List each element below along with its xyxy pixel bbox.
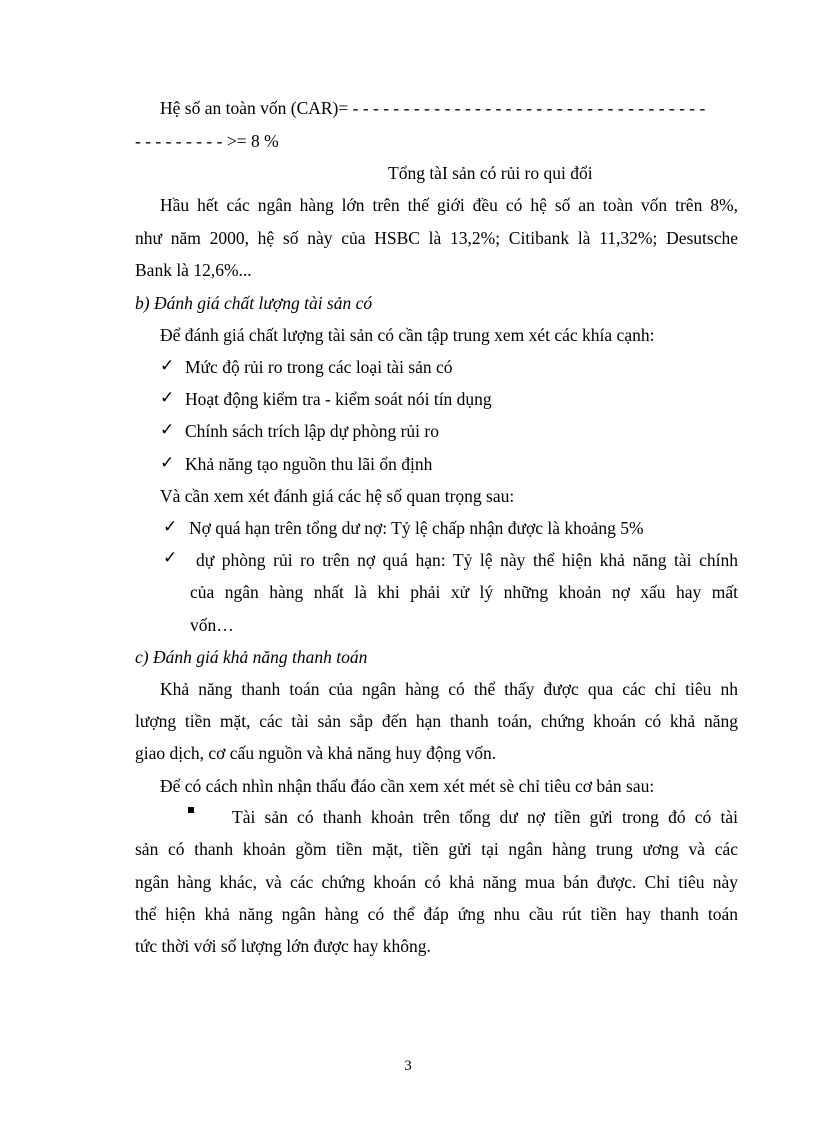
check-icon: ✓: [160, 420, 175, 439]
section-b-lead: Để đánh giá chất lượng tài sản có cần tập trung xem xét các khía cạnh:: [160, 325, 655, 345]
car-formula-line: Hệ số an toàn vốn (CAR)= - - - - - - - - - - - - - - - - - - - - - - - - - - - - - - - - - - -: [160, 98, 706, 118]
bullet-line-5: tức thời với số lượng lớn được hay không.: [135, 936, 431, 956]
ratio-item-2-line-1: dự phòng rủi ro trên nợ quá hạn: Tỷ lệ này thể hiện khả năng tài chính: [196, 550, 738, 570]
section-c-para-line-2: lượng tiền mặt, các tài sản sắp đến hạn thanh toán, chứng khoán có khả năng: [135, 711, 738, 731]
section-c-para-line-1: Khả năng thanh toán của ngân hàng có thể thấy được qua các chỉ tiêu nh: [160, 679, 738, 699]
section-b-heading: b) Đánh giá chất lượng tài sản có: [135, 293, 373, 313]
bullet-line-1: Tài sản có thanh khoản trên tổng dư nợ tiền gửi trong đó có tài: [232, 807, 738, 827]
section-c-para-line-3: giao dịch, cơ cấu nguồn và khả năng huy động vốn.: [135, 743, 497, 763]
ratio-item-2-line-2: của ngân hàng nhất là khi phải xử lý những khoản nợ xấu hay mất: [190, 582, 738, 602]
list-item: Mức độ rủi ro trong các loại tài sản có: [185, 357, 453, 377]
intro-line-1: Hầu hết các ngân hàng lớn trên thế giới đều có hệ số an toàn vốn trên 8%,: [160, 195, 738, 215]
bullet-line-4: thể hiện khả năng ngân hàng có thể đáp ứng nhu cầu rút tiền hay thanh toán: [135, 904, 738, 924]
intro-line-3: Bank là 12,6%...: [135, 260, 252, 280]
square-bullet-icon: [188, 807, 194, 813]
ratio-item-2-line-3: vốn…: [190, 615, 234, 635]
car-formula-threshold: - - - - - - - - - >= 8 %: [135, 131, 279, 151]
bullet-line-3: ngân hàng khác, và các chứng khoán có khả năng mua bán được. Chỉ tiêu này: [135, 872, 738, 892]
check-icon: ✓: [160, 388, 175, 407]
list-item: Khả năng tạo nguồn thu lãi ổn định: [185, 454, 433, 474]
car-formula-denominator: Tổng tàI sản có rủi ro qui đổi: [388, 163, 593, 183]
page-number: 3: [404, 1058, 412, 1074]
check-icon: ✓: [163, 517, 178, 536]
list-item: Chính sách trích lập dự phòng rủi ro: [185, 421, 439, 441]
section-c-heading: c) Đánh giá khả năng thanh toán: [135, 647, 368, 667]
intro-line-2: như năm 2000, hệ số này của HSBC là 13,2%; Citibank là 11,32%; Desutsche: [135, 228, 738, 248]
bullet-line-2: sản có thanh khoản gồm tiền mặt, tiền gửi tại ngân hàng trung ương và các: [135, 839, 738, 859]
section-c-lead: Để có cách nhìn nhận thấu đáo cần xem xét mét sè chỉ tiêu cơ bản sau:: [160, 776, 655, 796]
check-icon: ✓: [160, 356, 175, 375]
list-item: Hoạt động kiểm tra - kiểm soát nói tín dụng: [185, 389, 492, 409]
check-icon: ✓: [163, 548, 178, 567]
check-icon: ✓: [160, 453, 175, 472]
ratio-item-1: Nợ quá hạn trên tổng dư nợ: Tỷ lệ chấp nhận được là khoảng 5%: [189, 518, 644, 538]
section-b-lead-2: Và cần xem xét đánh giá các hệ số quan trọng sau:: [160, 486, 515, 506]
